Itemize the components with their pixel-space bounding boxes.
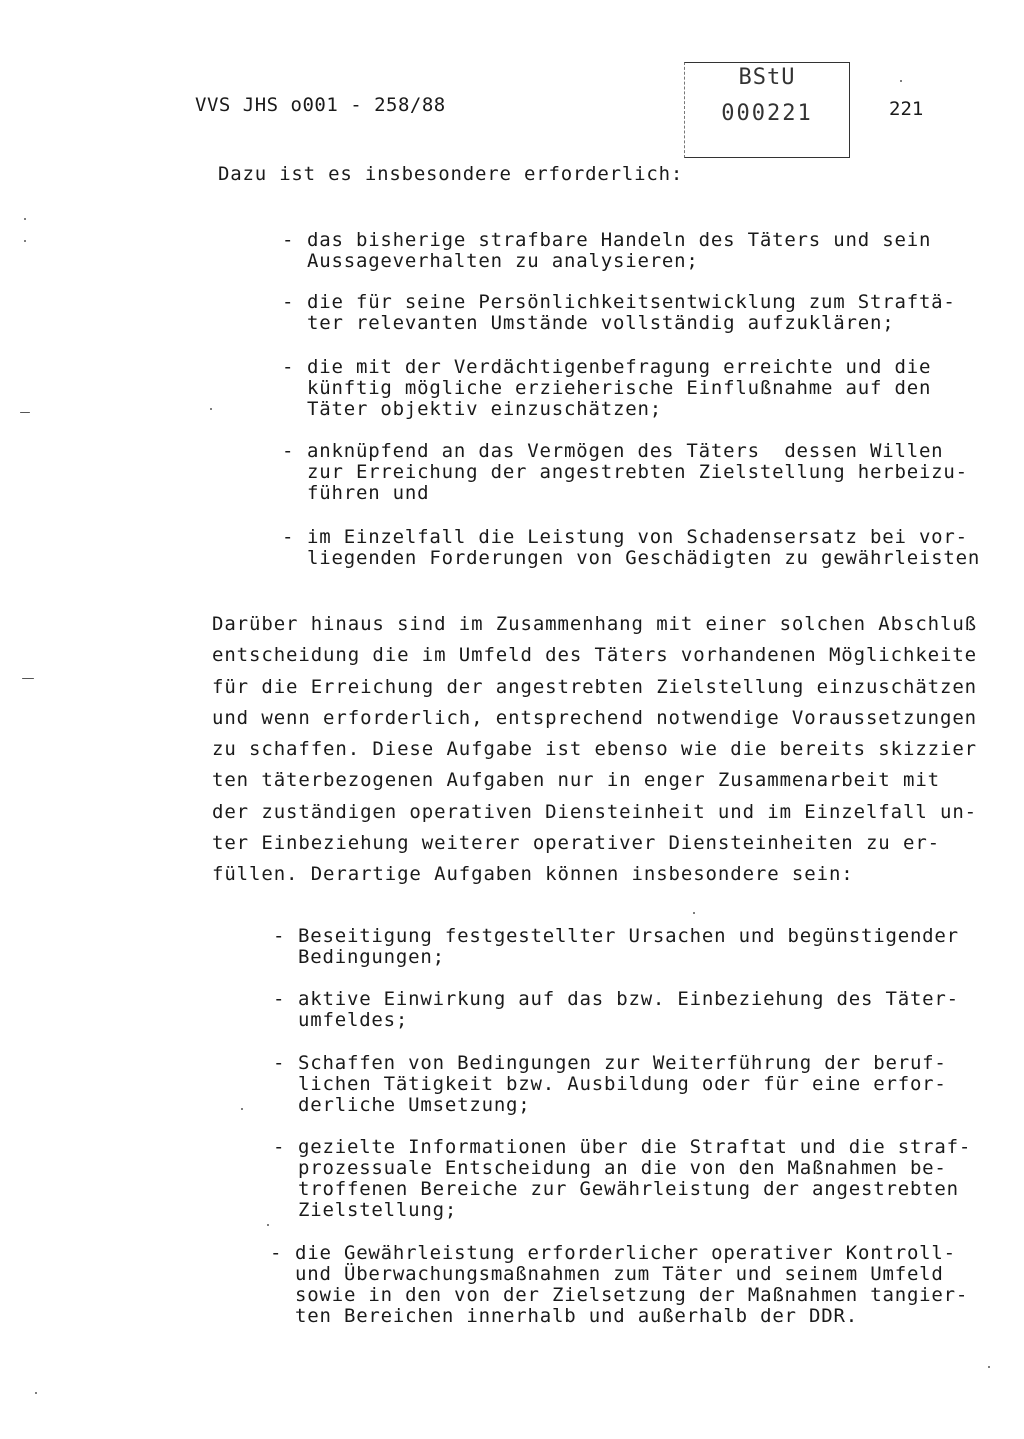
list-text: die mit der Verdächtigenbefragung erreichte und die künftig mögliche erzieherische Einflußnahme auf den Täter objektiv einzuschätzen; — [307, 356, 932, 420]
list-dash: - — [273, 1052, 286, 1074]
scan-speck — [267, 1224, 269, 1226]
scan-speck — [988, 1366, 990, 1368]
scan-speck — [35, 1392, 37, 1394]
scan-speck — [24, 218, 26, 220]
scan-speck — [241, 1108, 243, 1110]
scan-speck — [24, 240, 26, 242]
stamp-number: 000221 — [721, 101, 813, 126]
list-dash: - — [282, 291, 295, 313]
list-dash: - — [282, 229, 295, 251]
list-text: gezielte Informationen über die Straftat und die straf- prozessuale Entscheidung an die von den Maßnahmen be- troffenen Bereiche zur Gewährleistung der angestrebten Zielstellung; — [298, 1136, 972, 1221]
list-dash: - — [273, 988, 286, 1010]
list-text: die für seine Persönlichkeitsentwicklung zum Straftä- ter relevanten Umstände vollständig aufzuklären; — [307, 291, 956, 334]
list-text: anknüpfend an das Vermögen des Täters dessen Willen zur Erreichung der angestrebten Zielstellung herbeizu- führen und — [307, 440, 968, 504]
scan-speck — [693, 912, 695, 914]
stamp-org: BStU — [738, 65, 796, 90]
scan-speck — [210, 408, 212, 410]
list-text: die Gewährleistung erforderlicher operativer Kontroll- und Überwachungsmaßnahmen zum Täter und seinem Umfeld sowie in den von der Zielsetzung der Maßnahmen tangier- ten Bereichen innerhalb und außerhalb der DDR. — [295, 1242, 969, 1327]
list-dash: - — [270, 1242, 283, 1264]
list-text: aktive Einwirkung auf das bzw. Einbeziehung des Täter- umfeldes; — [298, 988, 959, 1031]
list-dash: - — [282, 440, 295, 462]
archive-stamp — [684, 62, 850, 158]
list-dash: - — [282, 356, 295, 378]
scan-speck — [20, 412, 30, 413]
list-dash: - — [273, 925, 286, 947]
list-text: das bisherige strafbare Handeln des Täters und sein Aussageverhalten zu analysieren; — [307, 229, 932, 272]
list-dash: - — [273, 1136, 286, 1158]
list-text: Beseitigung festgestellter Ursachen und begünstigender Bedingungen; — [298, 925, 959, 968]
list-dash: - — [282, 526, 295, 548]
body-paragraph: Darüber hinaus sind im Zusammenhang mit einer solchen Abschluß entscheidung die im Umfeld des Täters vorhandenen Möglichkeite für die Erreichung der angestrebten Zielstellung einzuschätzen und wenn erforderlich, entsprechend notwendige Voraussetzungen zu schaffen. Diese Aufgabe ist ebenso wie die bereits skizzier ten täterbezogenen Aufgaben nur in enger Zusammenarbeit mit der zuständigen operativen Diensteinheit und im Einzelfall un- ter Einbeziehung weiterer operativer Diensteinheiten zu er- füllen. Derartige Aufgaben können insbesondere sein: — [212, 613, 978, 886]
intro-text: Dazu ist es insbesondere erforderlich: — [218, 163, 684, 185]
scan-speck — [22, 678, 34, 679]
list-text: Schaffen von Bedingungen zur Weiterführung der beruf- lichen Tätigkeit bzw. Ausbildung oder für eine erfor- derliche Umsetzung; — [298, 1052, 947, 1116]
page-number: 221 — [889, 98, 924, 120]
list-text: im Einzelfall die Leistung von Schadensersatz bei vor- liegenden Forderungen von Geschädigten zu gewährleisten — [307, 526, 981, 569]
scan-speck — [900, 80, 902, 82]
document-reference: VVS JHS o001 - 258/88 — [195, 94, 446, 116]
